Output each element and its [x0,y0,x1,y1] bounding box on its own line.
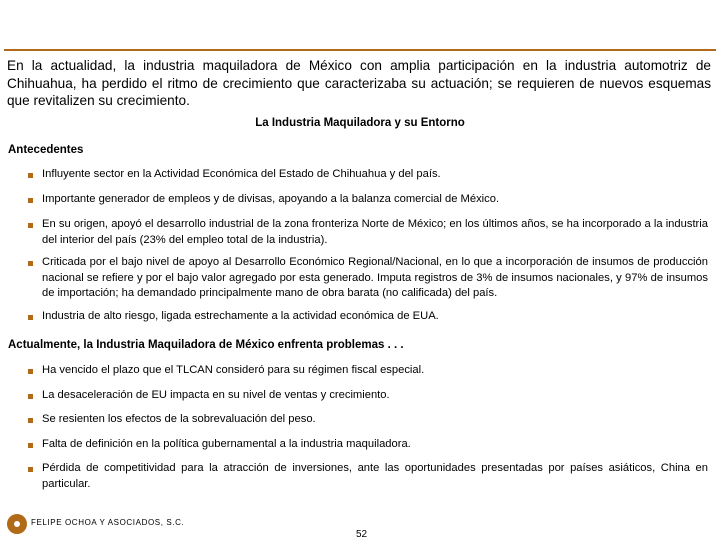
circle-logo-icon [7,514,27,534]
square-bullet-icon [28,261,33,266]
page-number: 52 [356,529,368,540]
square-bullet-icon [28,418,33,423]
square-bullet-icon [28,223,33,228]
top-divider [4,49,716,51]
list-item: En su origen, apoyó el desarrollo industrial de la zona fronteriza Norte de México; en los últimos años, se ha incorporado a la industria del interior del país (23% del empleo total de la industria). [28,217,708,248]
section-title: La Industria Maquiladora y su Entorno [255,117,465,129]
list-item: La desaceleración de EU impacta en su nivel de ventas y crecimiento. [28,388,708,404]
list-item: Influyente sector en la Actividad Económica del Estado de Chihuahua y del país. [28,167,708,183]
intro-paragraph: En la actualidad, la industria maquiladora de México con amplia participación en la industria automotriz de Chihuahua, ha perdido el ritmo de crecimiento que caracterizaba su actuación; se requieren de nuevos esquemas que revitalizen su crecimiento. [7,58,711,108]
antecedentes-heading: Antecedentes [8,144,84,156]
list-item: Pérdida de competitividad para la atracción de inversiones, ante las oportunidades presentadas por países asiáticos, China en particular. [28,461,708,492]
square-bullet-icon [28,369,33,374]
square-bullet-icon [28,173,33,178]
list-item: Importante generador de empleos y de divisas, apoyando a la balanza comercial de México. [28,192,708,208]
list-item: Criticada por el bajo nivel de apoyo al Desarrollo Económico Regional/Nacional, en lo que a incorporación de insumos de producción nacional se refiere y por el bajo valor agregado por esta generado. Imputa registros de 3% de insumos nacionales, y 97% de insumos de importación; ha demandado principalmente mano de obra barata (no calificada) del país. [28,255,708,302]
list-item: Falta de definición en la política gubernamental a la industria maquiladora. [28,437,708,453]
list-item: Se resienten los efectos de la sobrevaluación del peso. [28,412,708,428]
list-item: Ha vencido el plazo que el TLCAN consideró para su régimen fiscal especial. [28,363,708,379]
footer-company: FELIPE OCHOA Y ASOCIADOS, S.C. [31,518,185,527]
actualmente-heading: Actualmente, la Industria Maquiladora de México enfrenta problemas . . . [8,339,404,351]
square-bullet-icon [28,394,33,399]
square-bullet-icon [28,467,33,472]
list-item: Industria de alto riesgo, ligada estrechamente a la actividad económica de EUA. [28,309,708,325]
square-bullet-icon [28,315,33,320]
square-bullet-icon [28,198,33,203]
square-bullet-icon [28,443,33,448]
